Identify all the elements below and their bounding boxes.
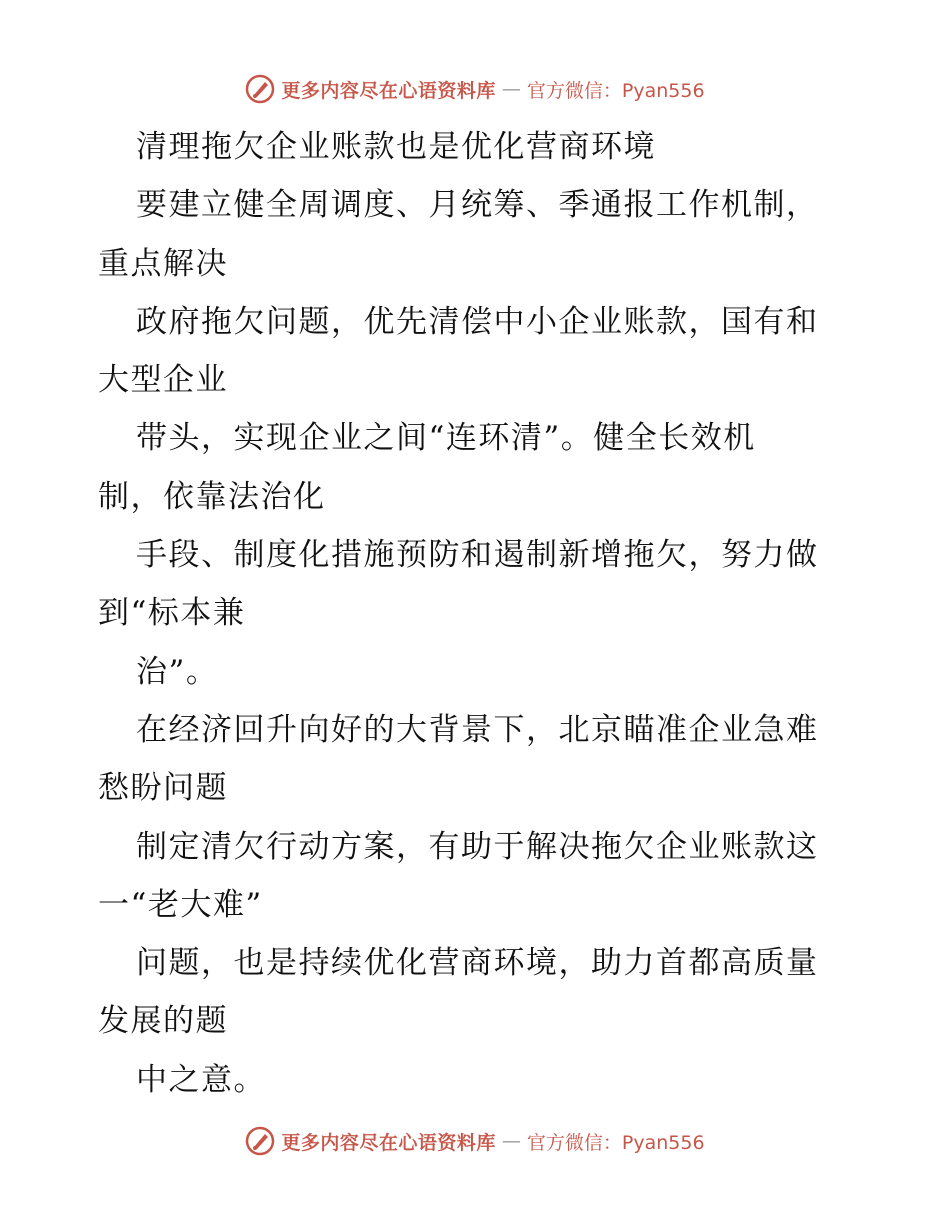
- text-line: 重点解决: [98, 245, 228, 282]
- text-line: 愁盼问题: [98, 770, 228, 807]
- text-line: 要建立健全周调度、月统筹、季通报工作机制，: [136, 187, 819, 224]
- pen-seal-icon: [245, 1126, 275, 1156]
- text-line: 问题，也是持续优化营商环境，助力首都高质量: [136, 945, 819, 982]
- text-line: 手段、制度化措施预防和遏制新增拖欠，努力做: [136, 537, 819, 574]
- watermark-account: 官方微信：Pyan556: [526, 79, 705, 102]
- watermark-account: 官方微信：Pyan556: [526, 1131, 705, 1154]
- text-line: 政府拖欠问题，优先清偿中小企业账款，国有和: [136, 303, 819, 340]
- text-line: 一“老大难”: [98, 886, 263, 923]
- watermark-separator: —: [501, 78, 521, 100]
- text-line: 带头，实现企业之间“连环清”。健全长效机: [136, 420, 756, 457]
- watermark-separator: —: [501, 1130, 521, 1152]
- text-line: 发展的题: [98, 1003, 228, 1040]
- pen-seal-icon: [245, 74, 275, 104]
- text-line: 制定清欠行动方案，有助于解决拖欠企业账款这: [136, 828, 819, 865]
- watermark-text: 更多内容尽在心语资料库: [281, 1131, 496, 1154]
- text-line: 治”。: [136, 653, 219, 690]
- text-line: 中之意。: [136, 1061, 266, 1098]
- watermark-text: 更多内容尽在心语资料库: [281, 79, 496, 102]
- text-line: 大型企业: [98, 362, 228, 399]
- text-line: 清理拖欠企业账款也是优化营商环境: [136, 129, 656, 165]
- text-line: 到“标本兼: [98, 595, 246, 632]
- document-body: [98, 118, 858, 1109]
- header-watermark: [0, 72, 950, 106]
- text-line: 制，依靠法治化: [98, 478, 326, 515]
- footer-watermark: [0, 1124, 950, 1158]
- text-line: 在经济回升向好的大背景下，北京瞄准企业急难: [136, 711, 819, 748]
